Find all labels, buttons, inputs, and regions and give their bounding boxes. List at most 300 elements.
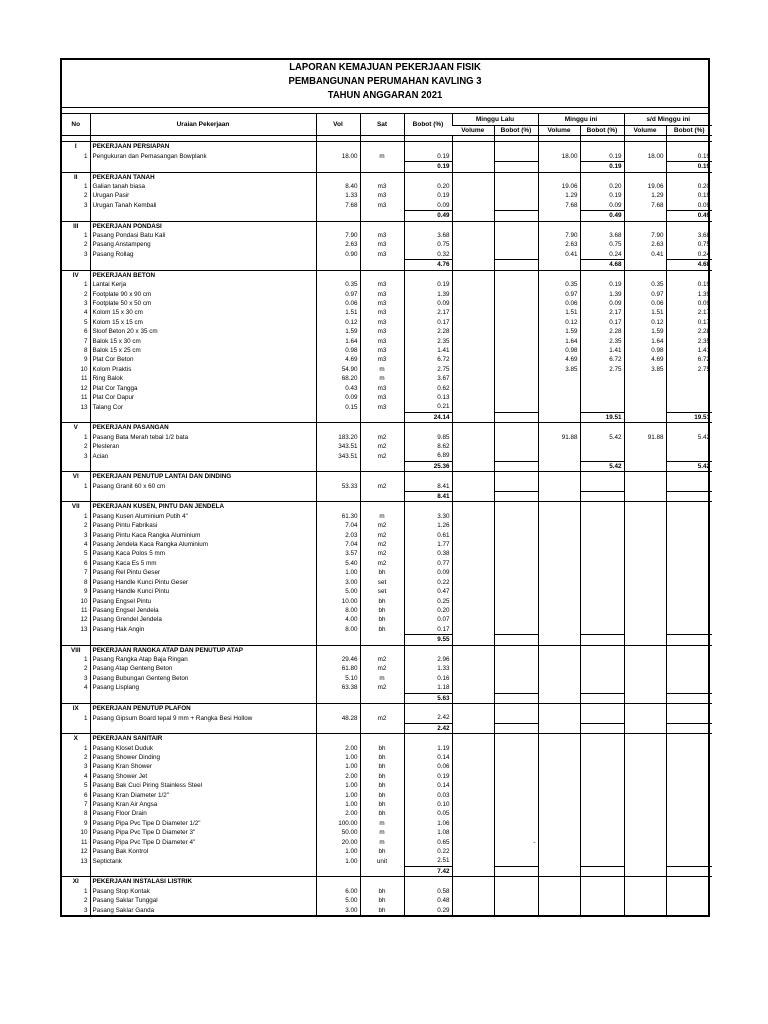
section-title: PEKERJAAN PERSIAPAN xyxy=(90,142,316,152)
empty-cell xyxy=(90,412,316,422)
cell-sat: bh xyxy=(360,762,404,771)
section-row xyxy=(62,221,712,231)
cell-no: 1 xyxy=(83,281,88,289)
table-row xyxy=(62,365,712,374)
cell-sd-vol xyxy=(624,838,666,847)
section-row xyxy=(62,142,712,152)
cell-mi-vol xyxy=(538,615,580,624)
cell-bobot: 0.75 xyxy=(404,240,452,249)
cell-sd-bobot xyxy=(666,482,712,492)
table-row xyxy=(62,578,712,587)
cell-ml-vol xyxy=(452,578,494,587)
empty-cell xyxy=(538,502,580,512)
cell-mi-vol: 7.68 xyxy=(538,201,580,211)
cell-no: 11 xyxy=(80,838,88,846)
section-row xyxy=(62,270,712,280)
subtotal-sd-bobot xyxy=(666,723,712,733)
cell-sd-bobot: 2.35 xyxy=(666,337,712,346)
cell-sat: m2 xyxy=(360,521,404,530)
cell-sat: m2 xyxy=(360,559,404,568)
cell-mi-bobot: 2.17 xyxy=(580,308,624,317)
cell-bobot: 1.41 xyxy=(404,346,452,355)
cell-ml-vol xyxy=(452,549,494,558)
cell-desc: Pasang Pipa Pvc Tipe D Diameter 3" xyxy=(90,828,316,837)
empty-cell xyxy=(452,502,494,512)
cell-vol: 7.04 xyxy=(316,540,360,549)
cell-ml-bobot xyxy=(494,393,538,402)
cell-mi-bobot xyxy=(580,442,624,451)
table-row xyxy=(62,587,712,596)
cell-sd-vol xyxy=(624,559,666,568)
empty-cell xyxy=(404,734,452,744)
cell-ml-bobot xyxy=(494,451,538,461)
cell-sd-bobot xyxy=(666,762,712,771)
cell-sd-vol xyxy=(624,753,666,762)
empty-cell xyxy=(360,877,404,887)
subtotal-row xyxy=(62,211,712,221)
empty-cell xyxy=(452,270,494,280)
cell-mi-vol: 0.12 xyxy=(538,318,580,327)
empty-cell xyxy=(666,142,712,152)
cell-ml-vol xyxy=(452,250,494,260)
empty-cell xyxy=(452,645,494,655)
table-row xyxy=(62,384,712,393)
empty-cell xyxy=(624,423,666,433)
empty-cell xyxy=(666,423,712,433)
cell-sat: bh xyxy=(360,809,404,818)
cell-mi-vol xyxy=(538,772,580,781)
empty-cell xyxy=(624,877,666,887)
empty-cell xyxy=(316,211,360,221)
cell-sd-vol xyxy=(624,625,666,635)
cell-ml-vol xyxy=(452,299,494,308)
cell-sat: bh xyxy=(360,615,404,624)
table-row xyxy=(62,772,712,781)
cell-sd-bobot xyxy=(666,809,712,818)
empty-cell xyxy=(404,472,452,482)
cell-vol: 8.00 xyxy=(316,606,360,615)
cell-sd-vol xyxy=(624,828,666,837)
empty-cell xyxy=(316,645,360,655)
cell-ml-vol xyxy=(452,887,494,896)
subtotal-mi-bobot: 0.49 xyxy=(580,211,624,221)
cell-sd-bobot: 2.17 xyxy=(666,308,712,317)
empty-cell xyxy=(90,260,316,270)
table-row xyxy=(62,615,712,624)
cell-sat: m3 xyxy=(360,299,404,308)
cell-ml-bobot xyxy=(494,856,538,866)
cell-desc: Pasang Bata Merah tebal 1/2 bata xyxy=(90,433,316,442)
table-row xyxy=(62,828,712,837)
cell-sd-bobot xyxy=(666,819,712,828)
table-row xyxy=(62,809,712,818)
header-mi-volume: Volume xyxy=(538,126,580,136)
cell-mi-bobot xyxy=(580,606,624,615)
empty-cell xyxy=(452,492,494,502)
cell-sd-vol xyxy=(624,568,666,577)
cell-no: 4 xyxy=(83,684,88,692)
cell-desc: Pasang Bak Cuci Piring Stainless Steel xyxy=(90,781,316,790)
cell-mi-bobot xyxy=(580,597,624,606)
header-sd-minggu-ini: s/d Minggu ini xyxy=(624,114,712,126)
cell-ml-vol xyxy=(452,355,494,364)
cell-no: 9 xyxy=(83,819,88,827)
cell-sd-vol: 7.68 xyxy=(624,201,666,211)
subtotal-row xyxy=(62,461,712,471)
empty-cell xyxy=(452,693,494,703)
section-title: PEKERJAAN PENUTUP PLAFON xyxy=(90,703,316,713)
empty-cell xyxy=(316,221,360,231)
cell-vol: 343.51 xyxy=(316,451,360,461)
empty-cell xyxy=(360,221,404,231)
empty-cell xyxy=(624,162,666,172)
empty-cell xyxy=(624,211,666,221)
cell-sd-bobot xyxy=(666,800,712,809)
subtotal-bobot: 0.19 xyxy=(404,162,452,172)
cell-ml-bobot xyxy=(494,800,538,809)
cell-bobot: 8.62 xyxy=(404,442,452,451)
empty-cell xyxy=(580,877,624,887)
table-body xyxy=(62,136,712,915)
cell-no: 4 xyxy=(83,541,88,549)
cell-mi-vol xyxy=(538,549,580,558)
cell-no: 2 xyxy=(83,192,88,200)
empty-cell xyxy=(580,472,624,482)
header-uraian: Uraian Pekerjaan xyxy=(90,114,316,136)
empty-cell xyxy=(360,645,404,655)
empty-cell xyxy=(62,693,90,703)
cell-sd-bobot xyxy=(666,597,712,606)
cell-sd-vol xyxy=(624,791,666,800)
empty-cell xyxy=(624,703,666,713)
subtotal-sd-bobot: 5.42 xyxy=(666,461,712,471)
empty-cell xyxy=(404,221,452,231)
cell-sd-bobot xyxy=(666,772,712,781)
table-row xyxy=(62,887,712,896)
table-row xyxy=(62,781,712,790)
cell-ml-bobot xyxy=(494,346,538,355)
cell-sd-vol: 4.69 xyxy=(624,355,666,364)
cell-desc: Pasang Granit 60 x 60 cm xyxy=(90,482,316,492)
cell-bobot: 2.17 xyxy=(404,308,452,317)
table-row xyxy=(62,606,712,615)
cell-vol: 1.00 xyxy=(316,781,360,790)
cell-sd-bobot xyxy=(666,664,712,673)
section-row xyxy=(62,502,712,512)
cell-ml-bobot xyxy=(494,231,538,240)
cell-sd-vol xyxy=(624,809,666,818)
cell-ml-bobot xyxy=(494,762,538,771)
cell-sat: m3 xyxy=(360,346,404,355)
table-row xyxy=(62,568,712,577)
cell-no: 2 xyxy=(83,443,88,450)
empty-cell xyxy=(316,142,360,152)
table-row xyxy=(62,451,712,461)
cell-mi-vol xyxy=(538,512,580,521)
cell-sd-vol: 7.90 xyxy=(624,231,666,240)
cell-mi-bobot xyxy=(580,531,624,540)
cell-desc: Pasang Floor Drain xyxy=(90,809,316,818)
cell-sat: bh xyxy=(360,744,404,753)
cell-sat: bh xyxy=(360,568,404,577)
cell-bobot: 0.65 xyxy=(404,838,452,847)
cell-sat: m3 xyxy=(360,318,404,327)
empty-cell xyxy=(624,734,666,744)
cell-mi-bobot xyxy=(580,828,624,837)
section-row xyxy=(62,877,712,887)
cell-mi-bobot: 6.72 xyxy=(580,355,624,364)
header-sd-volume: Volume xyxy=(624,126,666,136)
cell-sat: m3 xyxy=(360,191,404,200)
cell-mi-vol xyxy=(538,781,580,790)
cell-sat: bh xyxy=(360,597,404,606)
cell-mi-vol: 0.98 xyxy=(538,346,580,355)
cell-ml-bobot xyxy=(494,299,538,308)
empty-cell xyxy=(404,270,452,280)
cell-mi-vol: 2.63 xyxy=(538,240,580,249)
empty-cell xyxy=(666,502,712,512)
cell-mi-vol xyxy=(538,559,580,568)
empty-cell xyxy=(494,645,538,655)
cell-sat: bh xyxy=(360,887,404,896)
table-row xyxy=(62,299,712,308)
cell-ml-vol xyxy=(452,521,494,530)
cell-bobot: 0.48 xyxy=(404,896,452,905)
cell-ml-bobot xyxy=(494,791,538,800)
cell-bobot: 0.17 xyxy=(404,318,452,327)
cell-ml-bobot xyxy=(494,625,538,635)
table-row xyxy=(62,521,712,530)
cell-sd-vol xyxy=(624,384,666,393)
cell-ml-vol xyxy=(452,365,494,374)
cell-mi-vol: 18.00 xyxy=(538,152,580,162)
cell-desc: Pasang Kran Diameter 1/2" xyxy=(90,791,316,800)
cell-sd-bobot xyxy=(666,384,712,393)
cell-sat: bh xyxy=(360,896,404,905)
cell-ml-bobot xyxy=(494,442,538,451)
cell-ml-bobot: - xyxy=(494,838,538,847)
cell-sd-bobot: 0.75 xyxy=(666,240,712,249)
empty-cell xyxy=(580,221,624,231)
empty-cell xyxy=(62,461,90,471)
empty-cell xyxy=(90,723,316,733)
cell-ml-vol xyxy=(452,683,494,693)
empty-cell xyxy=(404,423,452,433)
cell-sat: bh xyxy=(360,781,404,790)
empty-cell xyxy=(360,142,404,152)
cell-sd-bobot: 0.19 xyxy=(666,191,712,200)
cell-ml-bobot xyxy=(494,280,538,289)
cell-ml-vol xyxy=(452,568,494,577)
cell-ml-bobot xyxy=(494,655,538,664)
table-header xyxy=(62,114,712,136)
cell-ml-vol xyxy=(452,597,494,606)
cell-vol: 2.63 xyxy=(316,240,360,249)
cell-sd-bobot xyxy=(666,615,712,624)
cell-mi-vol: 1.59 xyxy=(538,327,580,336)
cell-desc: Footplate 50 x 50 cm xyxy=(90,299,316,308)
cell-sd-bobot: 3.68 xyxy=(666,231,712,240)
cell-sd-bobot: 0.24 xyxy=(666,250,712,260)
cell-no: 2 xyxy=(83,522,88,530)
section-roman: II xyxy=(62,172,90,182)
empty-cell xyxy=(62,162,90,172)
cell-vol: 1.00 xyxy=(316,791,360,800)
cell-ml-bobot xyxy=(494,152,538,162)
section-row xyxy=(62,423,712,433)
cell-sd-bobot xyxy=(666,713,712,723)
cell-ml-vol xyxy=(452,674,494,683)
cell-ml-bobot xyxy=(494,847,538,856)
cell-mi-bobot xyxy=(580,587,624,596)
empty-cell xyxy=(360,172,404,182)
cell-ml-bobot xyxy=(494,597,538,606)
cell-bobot: 9.85 xyxy=(404,433,452,442)
cell-vol: 5.00 xyxy=(316,896,360,905)
cell-bobot: 2.28 xyxy=(404,327,452,336)
cell-bobot: 0.38 xyxy=(404,549,452,558)
cell-ml-vol xyxy=(452,318,494,327)
cell-sd-bobot xyxy=(666,856,712,866)
table-row xyxy=(62,753,712,762)
table-row xyxy=(62,674,712,683)
table-row xyxy=(62,655,712,664)
cell-bobot: 8.41 xyxy=(404,482,452,492)
cell-mi-bobot: 2.35 xyxy=(580,337,624,346)
cell-sd-bobot xyxy=(666,625,712,635)
cell-sat: m xyxy=(360,152,404,162)
cell-sd-bobot xyxy=(666,674,712,683)
cell-bobot: 1.33 xyxy=(404,664,452,673)
cell-ml-vol xyxy=(452,906,494,915)
table-row xyxy=(62,231,712,240)
cell-ml-vol xyxy=(452,442,494,451)
cell-ml-vol xyxy=(452,809,494,818)
cell-desc: Pasang Atap Genteng Beton xyxy=(90,664,316,673)
cell-mi-bobot xyxy=(580,906,624,915)
empty-cell xyxy=(90,866,316,876)
cell-vol: 29.46 xyxy=(316,655,360,664)
section-title: PEKERJAAN TANAH xyxy=(90,172,316,182)
cell-ml-vol xyxy=(452,896,494,905)
cell-mi-bobot: 0.75 xyxy=(580,240,624,249)
section-title: PEKERJAAN SANITAIR xyxy=(90,734,316,744)
subtotal-ml-bobot xyxy=(494,866,538,876)
cell-mi-vol xyxy=(538,809,580,818)
cell-mi-vol xyxy=(538,887,580,896)
cell-mi-vol xyxy=(538,531,580,540)
cell-bobot: 0.06 xyxy=(404,762,452,771)
cell-sd-bobot xyxy=(666,512,712,521)
cell-desc: Acian xyxy=(90,451,316,461)
cell-sd-bobot xyxy=(666,828,712,837)
cell-ml-bobot xyxy=(494,327,538,336)
cell-mi-vol: 0.41 xyxy=(538,250,580,260)
cell-desc: Pasang Kaca Es 5 mm xyxy=(90,559,316,568)
cell-sat: m3 xyxy=(360,290,404,299)
cell-mi-bobot: 0.09 xyxy=(580,201,624,211)
subtotal-ml-bobot xyxy=(494,412,538,422)
cell-no: 12 xyxy=(80,848,88,856)
cell-desc: Balok 15 x 25 cm xyxy=(90,346,316,355)
table-row xyxy=(62,856,712,866)
empty-cell xyxy=(452,260,494,270)
section-row xyxy=(62,703,712,713)
cell-sd-vol: 0.06 xyxy=(624,299,666,308)
cell-no: 11 xyxy=(80,393,88,401)
cell-sat: bh xyxy=(360,791,404,800)
cell-sd-vol xyxy=(624,442,666,451)
report-subtitle: PEMBANGUNAN PERUMAHAN KAVLING 3 xyxy=(288,76,482,87)
empty-cell xyxy=(538,693,580,703)
cell-desc: Pasang Lisplang xyxy=(90,683,316,693)
cell-sat: m xyxy=(360,512,404,521)
cell-sd-bobot xyxy=(666,781,712,790)
cell-mi-vol xyxy=(538,451,580,461)
cell-no: 3 xyxy=(83,299,88,307)
cell-ml-vol xyxy=(452,559,494,568)
cell-desc: Balok 15 x 30 cm xyxy=(90,337,316,346)
cell-ml-vol xyxy=(452,374,494,383)
cell-ml-vol xyxy=(452,337,494,346)
cell-bobot: 1.39 xyxy=(404,290,452,299)
subtotal-sd-bobot xyxy=(666,492,712,502)
cell-mi-vol xyxy=(538,713,580,723)
cell-no: 2 xyxy=(83,897,88,905)
empty-cell xyxy=(316,492,360,502)
cell-sd-bobot xyxy=(666,847,712,856)
cell-sat: m2 xyxy=(360,451,404,461)
cell-sd-bobot: 1.39 xyxy=(666,290,712,299)
subtotal-row xyxy=(62,162,712,172)
empty-cell xyxy=(360,723,404,733)
cell-mi-bobot: 0.19 xyxy=(580,191,624,200)
empty-cell xyxy=(452,703,494,713)
header-bobot: Bobot (%) xyxy=(404,114,452,136)
cell-bobot: 0.20 xyxy=(404,606,452,615)
cell-no: 7 xyxy=(83,337,88,345)
cell-vol: 1.00 xyxy=(316,762,360,771)
header-sat: Sat xyxy=(360,114,404,136)
cell-sd-vol xyxy=(624,549,666,558)
table-row xyxy=(62,540,712,549)
cell-sd-bobot: 2.28 xyxy=(666,327,712,336)
cell-vol: 3.00 xyxy=(316,578,360,587)
cell-desc: Pasang Anstampeng xyxy=(90,240,316,249)
cell-sd-vol xyxy=(624,819,666,828)
empty-cell xyxy=(90,162,316,172)
empty-cell xyxy=(90,635,316,645)
subtotal-mi-bobot xyxy=(580,693,624,703)
cell-ml-vol xyxy=(452,781,494,790)
empty-cell xyxy=(624,412,666,422)
cell-ml-bobot xyxy=(494,384,538,393)
cell-bobot: 0.13 xyxy=(404,393,452,402)
section-title: PEKERJAAN PENUTUP LANTAI DAN DINDING xyxy=(90,472,316,482)
cell-sd-vol: 0.35 xyxy=(624,280,666,289)
empty-cell xyxy=(580,172,624,182)
cell-bobot: 0.58 xyxy=(404,887,452,896)
empty-cell xyxy=(62,412,90,422)
cell-mi-bobot xyxy=(580,402,624,412)
subtotal-mi-bobot: 4.68 xyxy=(580,260,624,270)
cell-vol: 1.33 xyxy=(316,191,360,200)
cell-ml-bobot xyxy=(494,250,538,260)
cell-ml-bobot xyxy=(494,828,538,837)
cell-ml-bobot xyxy=(494,337,538,346)
cell-sd-bobot: 1.41 xyxy=(666,346,712,355)
cell-sd-vol xyxy=(624,531,666,540)
